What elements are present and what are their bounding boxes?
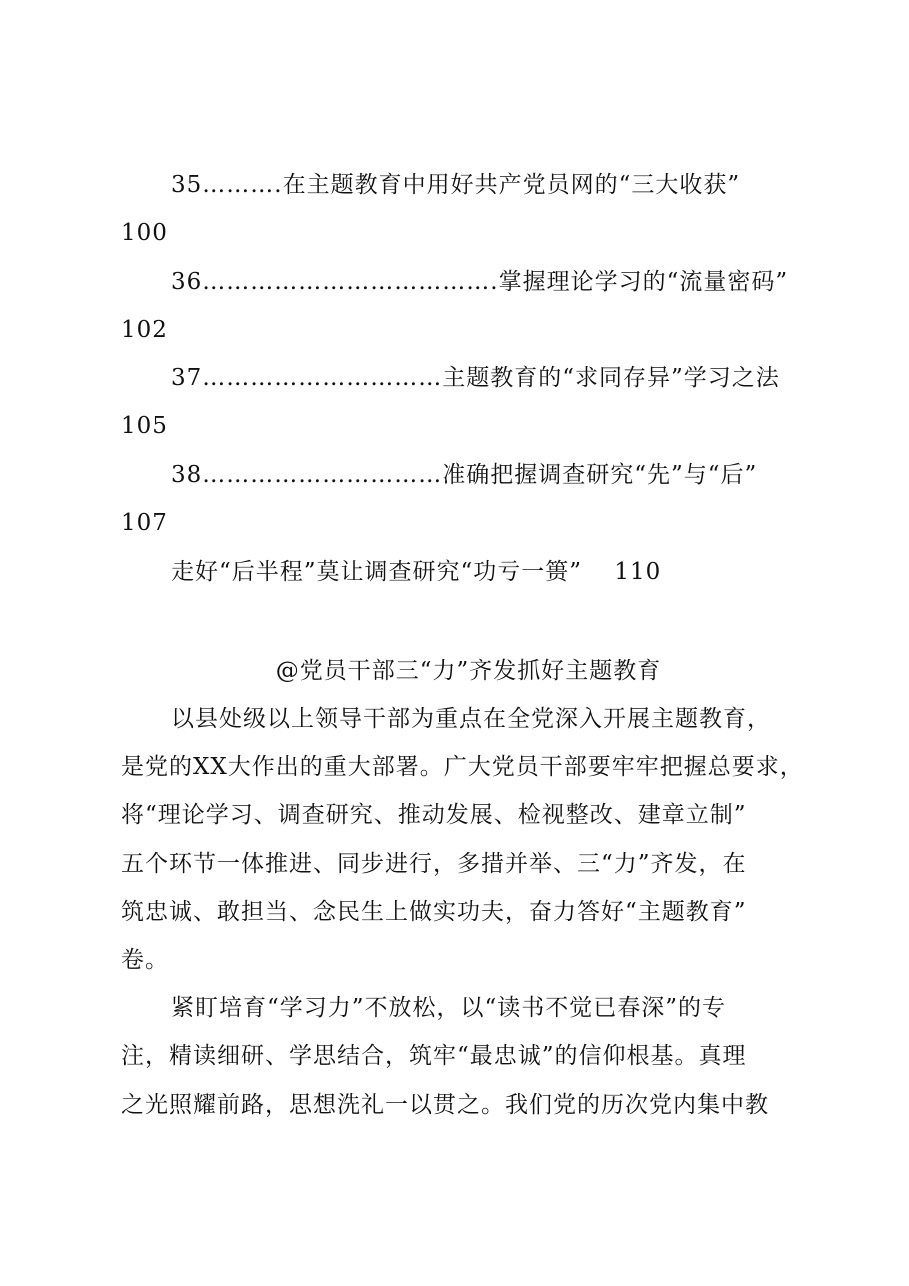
toc-entry-37: 37…………………………主题教育的“求同存异”学习之法 bbox=[171, 365, 780, 391]
toc-page-number: 100 bbox=[121, 220, 168, 246]
paragraph-line: 将“理论学习、调查研究、推动发展、检视整改、建章立制” bbox=[121, 802, 747, 828]
paragraph-line: 注，精读细研、学思结合，筑牢“最忠诚”的信仰根基。真理 bbox=[121, 1043, 747, 1069]
toc-entry-35: 35……….在主题教育中用好共产党员网的“三大收获” bbox=[171, 172, 741, 198]
paragraph-line: 是党的XX大作出的重大部署。广大党员干部要牢牢把握总要求， bbox=[121, 754, 804, 780]
toc-page-number: 107 bbox=[121, 510, 168, 536]
paragraph-line: 以县处级以上领导干部为重点在全党深入开展主题教育， bbox=[171, 706, 771, 732]
article-title: @党员干部三“力”齐发抓好主题教育 bbox=[275, 658, 662, 684]
toc-entry-36: 36……………………………….掌握理论学习的“流量密码” bbox=[171, 269, 789, 295]
paragraph-line: 五个环节一体推进、同步进行，多措并举、三“力”齐发，在 bbox=[121, 851, 747, 877]
paragraph-line: 筑忠诚、敢担当、念民生上做实功夫，奋力答好“主题教育” bbox=[121, 899, 747, 925]
toc-entry-last: 走好“后半程”莫让调查研究“功亏一篑” 110 bbox=[171, 559, 662, 585]
paragraph-line: 之光照耀前路，思想洗礼一以贯之。我们党的历次党内集中教 bbox=[121, 1092, 769, 1118]
paragraph-line: 卷。 bbox=[121, 947, 169, 973]
toc-page-number: 102 bbox=[121, 317, 168, 343]
toc-page-number: 105 bbox=[121, 413, 168, 439]
toc-entry-38: 38…………………………准确把握调查研究“先”与“后” bbox=[171, 462, 758, 488]
paragraph-line: 紧盯培育“学习力”不放松，以“读书不觉已春深”的专 bbox=[171, 995, 727, 1021]
